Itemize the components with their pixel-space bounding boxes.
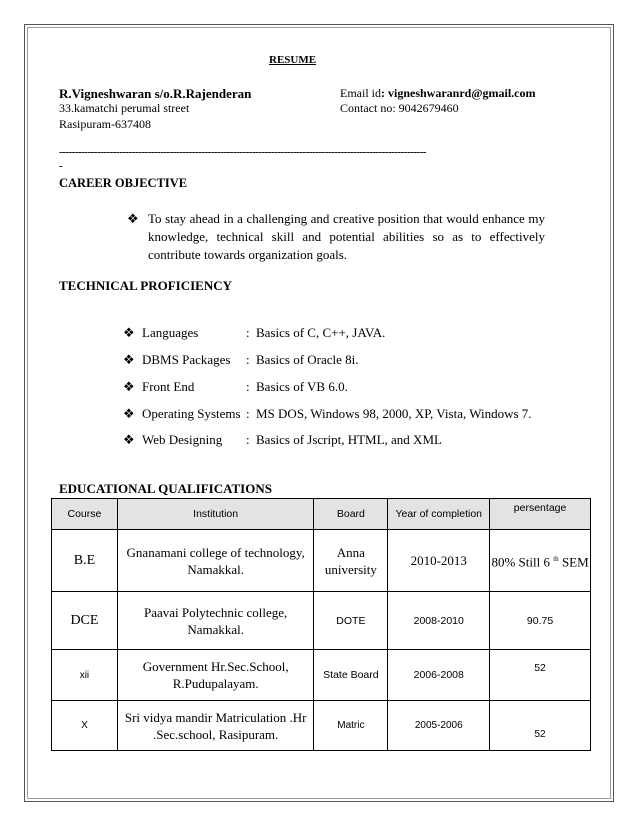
- separator-tail: -: [59, 160, 63, 172]
- candidate-name: R.Vigneshwaran s/o.R.Rajenderan: [59, 86, 252, 101]
- skill-label: Languages: [142, 325, 199, 340]
- diamond-bullet-icon: ❖: [123, 352, 135, 367]
- institution-line-1: Government Hr.Sec.School,: [142, 659, 289, 674]
- column-header-percentage: persentage: [490, 499, 591, 530]
- address-line-2: Rasipuram-637408: [59, 117, 151, 131]
- email-label: Email id: [340, 86, 381, 100]
- career-objective-item: [127, 210, 545, 264]
- cell-year: 2008-2010: [388, 592, 490, 650]
- contact-number: Contact no: 9042679460: [340, 101, 459, 115]
- cell-board: [314, 530, 388, 592]
- skill-value: MS DOS, Windows 98, 2000, XP, Vista, Windows 7.: [256, 406, 532, 421]
- board-line-1: Anna: [336, 544, 365, 560]
- cell-board: DOTE: [314, 592, 388, 650]
- skill-value: Basics of VB 6.0.: [256, 379, 348, 394]
- cell-percentage: 52: [490, 701, 591, 751]
- cell-year: 2005-2006: [388, 701, 490, 751]
- institution-line-2: R.Pudupalayam.: [172, 676, 259, 691]
- cell-board: State Board: [314, 650, 388, 701]
- cell-institution: [117, 592, 314, 650]
- table-row: [52, 701, 591, 751]
- column-header-year: Year of completion: [388, 499, 490, 530]
- email-row: [340, 86, 536, 101]
- skill-value: Basics of C, C++, JAVA.: [256, 325, 386, 340]
- diamond-bullet-icon: ❖: [123, 432, 135, 447]
- percentage-line-1: 80% Still 6: [491, 554, 550, 570]
- cell-percentage: 52: [490, 650, 591, 701]
- institution-line-2: .Sec.school, Rasipuram.: [153, 726, 279, 742]
- cell-year: 2006-2008: [388, 650, 490, 701]
- technical-proficiency-heading: TECHNICAL PROFICIENCY: [59, 278, 232, 293]
- skill-row-languages: [123, 325, 563, 343]
- cell-course: DCE: [52, 592, 118, 650]
- separator-line: --------------------------------------------------------------------------------------------------------------------: [59, 146, 426, 158]
- skill-row-front-end: [123, 379, 563, 397]
- skill-row-operating-systems: [123, 406, 563, 424]
- percentage-superscript: th: [553, 554, 559, 563]
- skill-row-dbms: [123, 352, 563, 370]
- cell-percentage: [490, 530, 591, 592]
- table-header-row: [52, 499, 591, 530]
- institution-line-1: Gnanamani college of technology,: [126, 544, 305, 560]
- skill-colon: :: [246, 379, 250, 394]
- skill-row-web-designing: [123, 432, 563, 450]
- column-header-course: Course: [52, 499, 118, 530]
- career-objective-heading: CAREER OBJECTIVE: [59, 176, 188, 190]
- skill-colon: :: [246, 325, 250, 340]
- diamond-bullet-icon: ❖: [123, 379, 135, 394]
- cell-course: B.E: [52, 530, 118, 592]
- institution-line-2: Namakkal.: [187, 561, 244, 577]
- skill-label: Web Designing: [142, 432, 223, 447]
- skill-colon: :: [246, 432, 250, 447]
- skill-value: Basics of Oracle 8i.: [256, 352, 359, 367]
- column-header-board: Board: [314, 499, 388, 530]
- institution-line-2: Namakkal.: [187, 621, 244, 637]
- email-value: : vigneshwaranrd@gmail.com: [381, 86, 536, 100]
- cell-institution: [117, 701, 314, 751]
- skill-colon: :: [246, 352, 250, 367]
- cell-course: X: [52, 701, 118, 751]
- diamond-bullet-icon: ❖: [123, 406, 135, 421]
- cell-board: Matric: [314, 701, 388, 751]
- education-heading: EDUCATIONAL QUALIFICATIONS: [59, 481, 272, 496]
- table-row: [52, 592, 591, 650]
- skill-label: Operating Systems: [142, 406, 241, 421]
- cell-institution: [117, 650, 314, 701]
- skill-value: Basics of Jscript, HTML, and XML: [256, 432, 442, 447]
- cell-year: 2010-2013: [388, 530, 490, 592]
- cell-course: xii: [52, 650, 118, 701]
- skill-label: Front End: [142, 379, 195, 394]
- diamond-bullet-icon: ❖: [127, 211, 139, 226]
- career-objective-text: To stay ahead in a challenging and creative position that would enhance my knowledge, technical skill and potential abilities so as to effectively contribute towards organization goals.: [148, 211, 545, 262]
- cell-institution: [117, 530, 314, 592]
- resume-title: RESUME: [269, 54, 317, 66]
- table-row: [52, 650, 591, 701]
- education-table: [51, 498, 591, 751]
- institution-line-1: Sri vidya mandir Matriculation .Hr: [124, 709, 307, 725]
- percentage-line-2: SEM: [561, 554, 589, 570]
- skill-label: DBMS Packages: [142, 352, 231, 367]
- diamond-bullet-icon: ❖: [123, 325, 135, 340]
- skill-colon: :: [246, 406, 250, 421]
- board-line-2: university: [324, 561, 377, 577]
- column-header-institution: Institution: [117, 499, 314, 530]
- institution-line-1: Paavai Polytechnic college,: [144, 604, 288, 620]
- address-line-1: 33.kamatchi perumal street: [59, 101, 190, 115]
- table-row: [52, 530, 591, 592]
- cell-percentage: 90.75: [490, 592, 591, 650]
